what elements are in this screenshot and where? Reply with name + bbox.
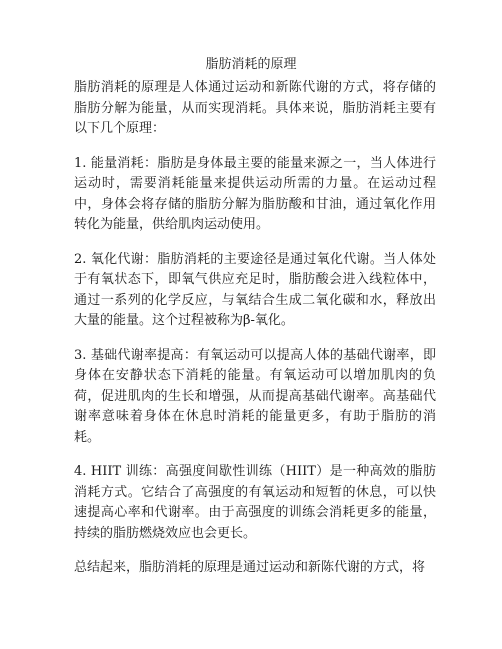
energy-consumption-paragraph: 1. 能量消耗：脂肪是身体最主要的能量来源之一，当人体进行运动时，需要消耗能量来提供运动所需的力量。在运动过程中，身体会将存储的脂肪分解为脂肪酸和甘油，通过氧化作用转化为能量，供给肌肉运动使用。: [74, 155, 436, 232]
document-title: 脂肪消耗的原理: [205, 57, 297, 72]
summary-paragraph: 总结起来，脂肪消耗的原理是通过运动和新陈代谢的方式，将: [74, 560, 426, 575]
intro-paragraph: 脂肪消耗的原理是人体通过运动和新陈代谢的方式，将存储的脂肪分解为能量，从而实现消耗。具体来说，脂肪消耗主要有以下几个原理：: [74, 80, 436, 136]
oxidative-metabolism-paragraph: 2. 氧化代谢：脂肪消耗的主要途径是通过氧化代谢。当人体处于有氧状态下，即氧气供应充足时，脂肪酸会进入线粒体中，通过一系列的化学反应，与氧结合生成二氧化碳和水，释放出大量的能量。这个过程被称为β-氧化。: [74, 251, 436, 328]
hiit-training-paragraph: 4. HIIT 训练：高强度间歇性训练（HIIT）是一种高效的脂肪消耗方式。它结合了高强度的有氧运动和短暂的休息，可以快速提高心率和代谢率。由于高强度的训练会消耗更多的能量，持续的脂肪燃烧效应也会更长。: [74, 464, 436, 541]
basal-metabolism-paragraph: 3. 基础代谢率提高：有氧运动可以提高人体的基础代谢率，即身体在安静状态下消耗的能量。有氧运动可以增加肌肉的负荷，促进肌肉的生长和增强，从而提高基础代谢率。高基础代谢率意味着身体在休息时消耗的能量更多，有助于脂肪的消耗。: [74, 347, 436, 445]
document-body: [74, 78, 436, 593]
